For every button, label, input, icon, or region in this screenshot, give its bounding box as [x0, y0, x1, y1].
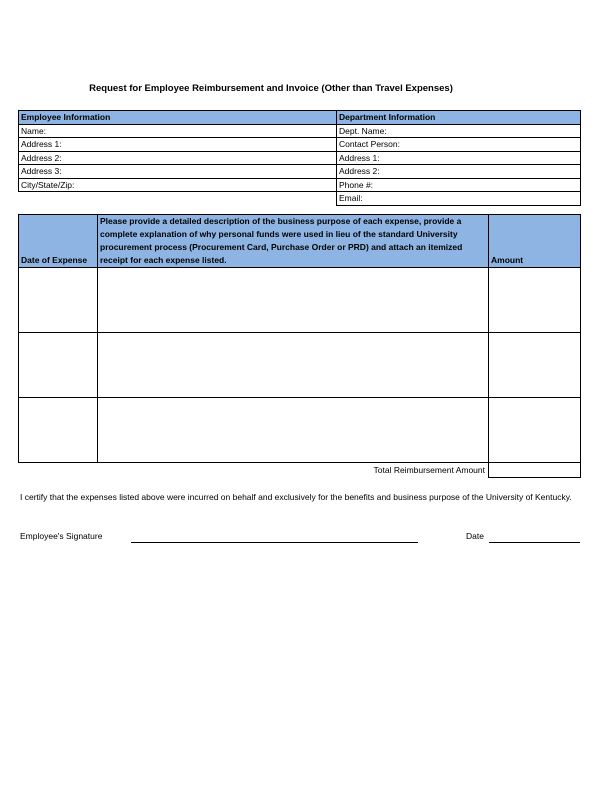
email-field[interactable]: Email:	[337, 192, 581, 206]
expense-date-cell[interactable]	[19, 268, 98, 333]
department-info-header: Department Information	[337, 111, 581, 125]
expense-row	[19, 333, 581, 398]
total-reimbursement-label: Total Reimbursement Amount	[373, 465, 485, 476]
date-line[interactable]	[489, 542, 580, 543]
info-row	[19, 192, 581, 206]
phone-field[interactable]: Phone #:	[337, 178, 581, 192]
employee-info-header: Employee Information	[19, 111, 337, 125]
info-row	[19, 151, 581, 165]
expense-description-cell[interactable]	[98, 398, 489, 463]
expense-date-cell[interactable]	[19, 398, 98, 463]
info-table	[18, 110, 581, 206]
total-row	[19, 463, 581, 478]
expense-header-row	[19, 215, 581, 268]
dept-address2-field[interactable]: Address 2:	[337, 165, 581, 179]
dept-address1-field[interactable]: Address 1:	[337, 151, 581, 165]
expense-amount-cell[interactable]	[489, 268, 581, 333]
amount-header: Amount	[489, 215, 581, 268]
expense-amount-cell[interactable]	[489, 398, 581, 463]
empty-cell	[19, 192, 337, 206]
empty-cell	[19, 463, 98, 478]
employee-name-field[interactable]: Name:	[19, 124, 337, 138]
employee-city-state-zip-field[interactable]: City/State/Zip:	[19, 178, 337, 192]
date-of-expense-header: Date of Expense	[19, 215, 98, 268]
employee-signature-line[interactable]	[131, 542, 418, 543]
employee-signature-label: Employee's Signature	[20, 531, 103, 541]
expense-amount-cell[interactable]	[489, 333, 581, 398]
expense-date-cell[interactable]	[19, 333, 98, 398]
info-row	[19, 124, 581, 138]
contact-person-field[interactable]: Contact Person:	[337, 138, 581, 152]
employee-address1-field[interactable]: Address 1:	[19, 138, 337, 152]
employee-address3-field[interactable]: Address 3:	[19, 165, 337, 179]
expense-row	[19, 398, 581, 463]
certification-text: I certify that the expenses listed above were incurred on behalf and exclusively for the benefits and business purpose of the University of Kentucky.	[20, 492, 572, 502]
expense-row	[19, 268, 581, 333]
expense-table	[18, 214, 581, 478]
form-title: Request for Employee Reimbursement and Invoice (Other than Travel Expenses)	[89, 83, 453, 94]
info-row	[19, 165, 581, 179]
total-reimbursement-amount[interactable]	[489, 463, 581, 478]
description-header: Please provide a detailed description of the business purpose of each expense, provide a complete explanation of why personal funds were used in lieu of the standard University procurement process (Procurement Card, Purchase Order or PRD) and attach an itemized receipt for each expense listed.	[98, 215, 489, 268]
info-row	[19, 138, 581, 152]
info-header-row	[19, 111, 581, 125]
dept-name-field[interactable]: Dept. Name:	[337, 124, 581, 138]
employee-address2-field[interactable]: Address 2:	[19, 151, 337, 165]
date-label: Date	[466, 531, 484, 541]
expense-description-cell[interactable]	[98, 333, 489, 398]
expense-description-cell[interactable]	[98, 268, 489, 333]
info-row	[19, 178, 581, 192]
